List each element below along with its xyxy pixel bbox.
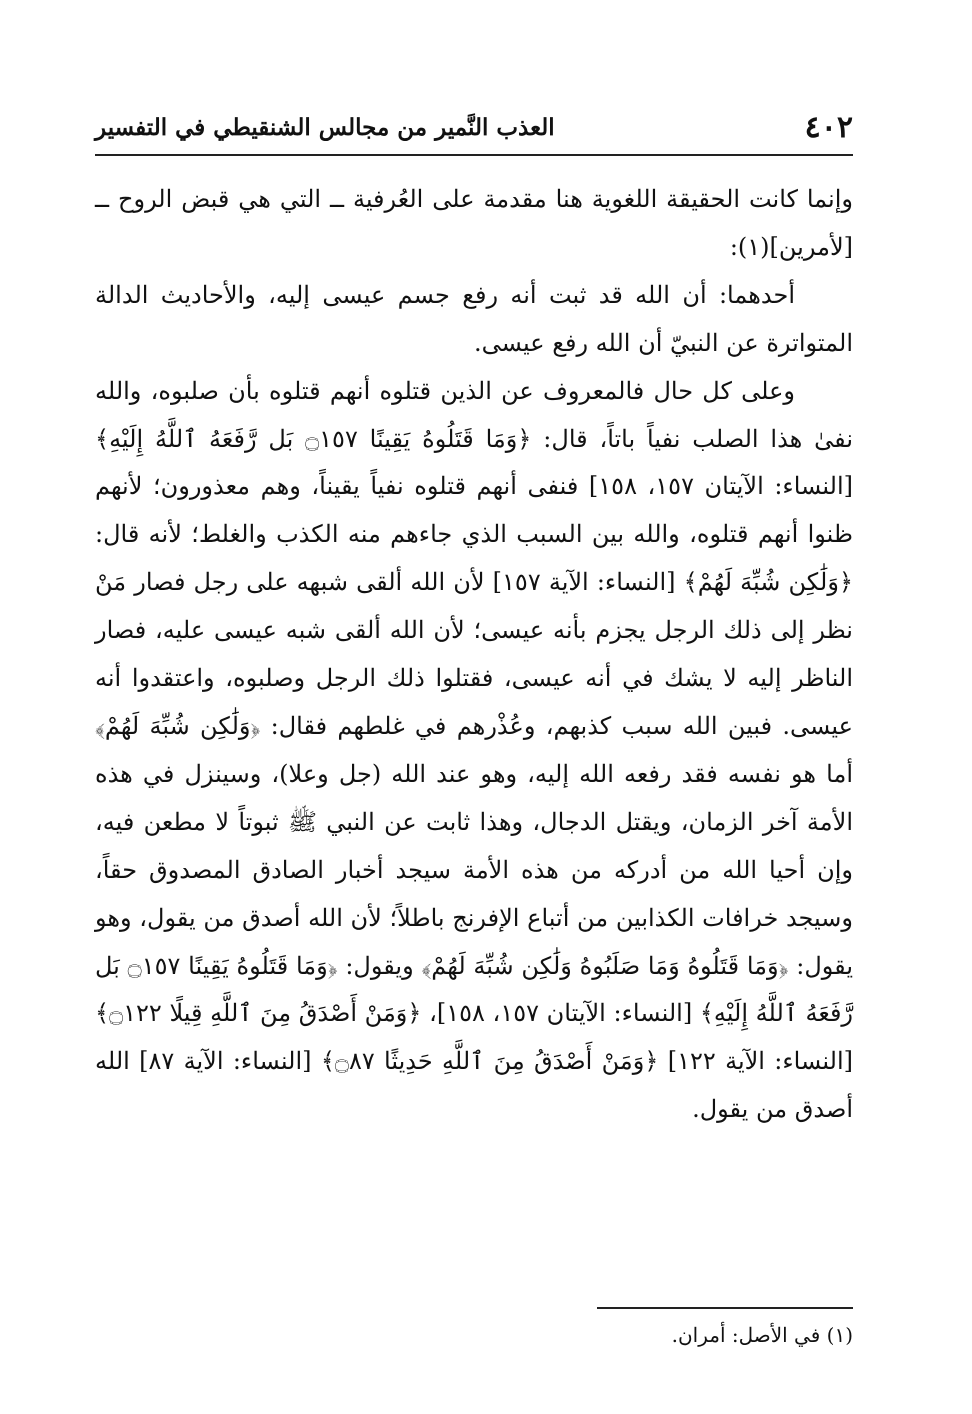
- paragraph: وإنما كانت الحقيقة اللغوية هنا مقدمة على العُرفية ــ التي هي قبض الروح ــ [لأمرين](١):: [95, 185, 853, 261]
- footnote: (١) في الأصل: أمران.: [671, 1323, 853, 1347]
- running-title: العذب النَّمير من مجالس الشنقيطي في التفسير: [95, 114, 555, 141]
- page-number: ٤٠٢: [804, 110, 853, 145]
- main-text: [95, 176, 853, 1134]
- page-header: [95, 108, 853, 156]
- paragraph: وعلى كل حال فالمعروف عن الذين قتلوه أنهم قتلوه بأن صلبوه، والله نفىٰ هذا الصلب نفياً باتاً، قال: ﴿وَمَا قَتَلُوهُ يَقِينًا ۝١٥٧ بَل رَّفَعَهُ ٱللَّهُ إِلَيْهِ﴾ [النساء: الآيتان ١٥٧، ١٥٨] فنفى أنهم قتلوه نفياً يقيناً، وهم معذورون؛ لأنهم ظنوا أنهم قتلوه، والله بين السبب الذي جاءهم منه الكذب والغلط؛ لأنه قال: ﴿وَلَٰكِن شُبِّهَ لَهُمْ﴾ [النساء: الآية ١٥٧] لأن الله ألقى شبهه على رجل فصار مَنْ نظر إلى ذلك الرجل يجزم بأنه عيسى؛ لأن الله ألقى شبه عيسى عليه، فصار الناظر إليه لا يشك في أنه عيسى، فقتلوا ذلك الرجل وصلبوه، واعتقدوا أنه عيسى. فبين الله سبب كذبهم، وعُذْرهم في غلطهم فقال: ﴿وَلَٰكِن شُبِّهَ لَهُمْ﴾ أما هو نفسه فقد رفعه الله إليه، وهو عند الله (جل وعلا)، وسينزل في هذه الأمة آخر الزمان، ويقتل الدجال، وهذا ثابت عن النبي ﷺ ثبوتاً لا مطعن فيه، وإن أحيا الله من أدركه من هذه الأمة سيجد أخبار الصادق المصدوق حقاً، وسيجد خرافات الكذابين من أتباع الإفرنج باطلاً؛ لأن الله أصدق من يقول، وهو يقول: ﴿وَمَا قَتَلُوهُ وَمَا صَلَبُوهُ وَلَٰكِن شُبِّهَ لَهُمْ﴾ ويقول: ﴿وَمَا قَتَلُوهُ يَقِينًا ۝١٥٧ بَل رَّفَعَهُ ٱللَّهُ إِلَيْهِ﴾ [النساء: الآيتان ١٥٧، ١٥٨]، ﴿وَمَنْ أَصْدَقُ مِنَ ٱللَّهِ قِيلًا ۝١٢٢﴾ [النساء: الآية ١٢٢] ﴿وَمَنْ أَصْدَقُ مِنَ ٱللَّهِ حَدِيثًا ۝٨٧﴾ [النساء: الآية ٨٧] الله أصدق من يقول.: [95, 376, 854, 1124]
- footnote-separator: [597, 1307, 853, 1309]
- paragraph: أحدهما: أن الله قد ثبت أنه رفع جسم عيسى إليه، والأحاديث الدالة المتواترة عن النبيّ أن الله رفع عيسى.: [95, 280, 853, 357]
